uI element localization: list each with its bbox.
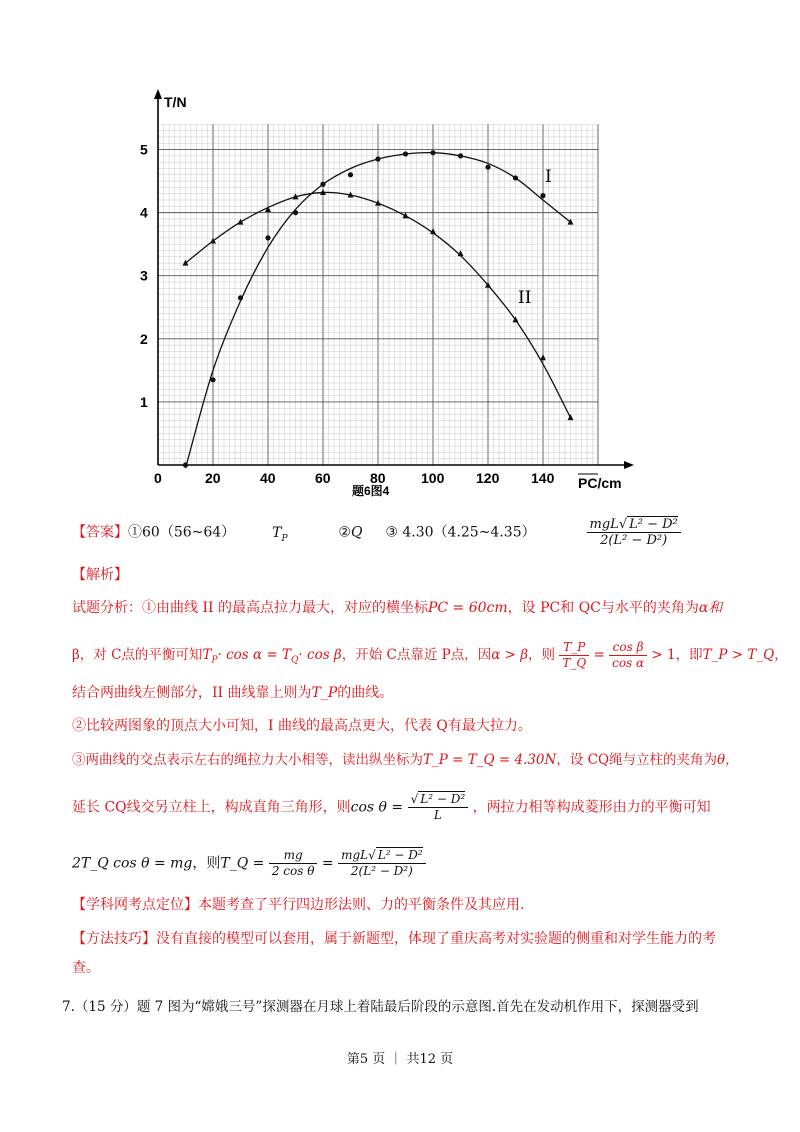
para3-line1: ③两曲线的交点表示左右的绳拉力大小相等，读出纵坐标为T_P = T_Q = 4.30N，设 CQ绳与立柱的夹角为θ， [72,752,739,768]
para1-line2: β，对 C点的平衡可知$T_P\cdot \cos \alpha = T_Q\cdot \cos \beta$，开始 C点靠近 P点，因α > β，则 $\frac{T\_P}{T\_Q}$ = $\frac{\text{cos β}}{\text{cos α}}$ > 1，即T_P > T_Q， [72,640,788,670]
tension-chart [120,85,640,505]
x-tick-label: 140 [531,470,555,486]
chart-grid [158,124,598,465]
para3-line2: 延长 CQ线交另立柱上，构成直角三角形，则cos θ = $\frac{\text{√ L² − D²}}{L}$ ，两拉力相等构成菱形由力的平衡可知 [72,792,711,822]
series-label-II: II [518,288,532,308]
x-tick-label: 100 [421,470,445,486]
answer-part1: ①60（56~64） [128,524,236,541]
analysis-label: 【解析】 [72,567,128,583]
page-footer: 第5 页 ｜ 共12 页 [346,1052,454,1067]
y-tick-label: 3 [140,267,148,284]
point-series-I [430,150,435,155]
x-tick-label: 60 [315,470,331,486]
point-series-II [183,260,189,266]
question-7: 7.（15 分）题 7 图为“嫦娥三号”探测器在月球上着陆最后阶段的示意图.首先在发动机作用下，探测器受到 [62,999,699,1015]
series-label-I: I [545,167,552,187]
y-tick-label: 2 [140,330,148,347]
point-series-I [210,377,215,382]
para1-line1: 试题分析：①由曲线 II 的最高点拉力最大，对应的横坐标PC = 60cm，设 PC和 QC与水平的夹角为α和 [72,600,723,616]
point-series-I [513,175,518,180]
point-series-I [320,182,325,187]
answer-tp: $T_P$ [272,524,288,544]
kaodian-line: 【学科网考点定位】本题考查了平行四边形法则、力的平衡条件及其应用. [72,897,525,913]
answer-part2: ②Q [338,524,363,541]
answer-line [72,517,752,548]
chart-axes [140,89,634,486]
y-axis-label: T/N [164,94,187,110]
y-axis-arrow [154,89,162,99]
y-tick-label: 1 [140,393,148,410]
fangfa-line1: 【方法技巧】没有直接的模型可以套用，属于新题型，体现了重庆高考对实验题的侧重和对学生能力的考 [72,931,716,947]
x-tick-label: 40 [260,470,276,486]
point-series-I [238,295,243,300]
point-series-I [348,172,353,177]
x-tick-label: 120 [476,470,500,486]
point-series-I [265,235,270,240]
point-series-II [540,354,546,360]
point-series-II [568,414,574,420]
x-tick-label: 20 [205,470,221,486]
x-tick-label: 80 [370,470,386,486]
fangfa-line2: 查。 [72,960,100,976]
para1-line3: 结合两曲线左侧部分，II 曲线靠上则为T_P的曲线。 [72,685,394,701]
point-series-I [375,156,380,161]
point-series-I [183,462,188,467]
x-axis-arrow [624,461,634,469]
point-series-I [540,193,545,198]
point-series-I [403,151,408,156]
x-tick-label: 0 [154,470,162,486]
answer-part3: ③ 4.30（4.25~4.35） [385,524,536,541]
point-series-II [238,219,244,225]
y-tick-label: 5 [140,141,148,158]
point-series-I [458,153,463,158]
y-tick-label: 4 [140,204,148,221]
point-end-marker [568,219,574,225]
x-axis-label: PC/cm [578,475,622,491]
point-series-II [210,238,216,244]
ratio-fraction: $\frac{T\_P}{T\_Q}$ [559,640,589,671]
cos-fraction: $\frac{\text{cos β}}{\text{cos α}}$ [609,640,647,671]
answer-formula: $\frac{\text{mgL√ L² − D²}}{\text{2(L² − D²)}}$ [587,517,681,548]
point-series-I [485,165,490,170]
para3-line3: 2T_Q cos θ = mg，则T_Q = $\frac{mg}{\text{2 cos θ}}$ = $\frac{\text{mgL√ L² − D²}}{\text{2(L² − D²)}}$ [72,848,752,879]
answer-label: 【答案】 [72,524,128,541]
point-series-I [293,210,298,215]
chart-title: 题6图4 [352,484,390,498]
para2: ②比较两图象的顶点大小可知，I 曲线的最高点更大，代表 Q有最大拉力。 [72,718,532,734]
